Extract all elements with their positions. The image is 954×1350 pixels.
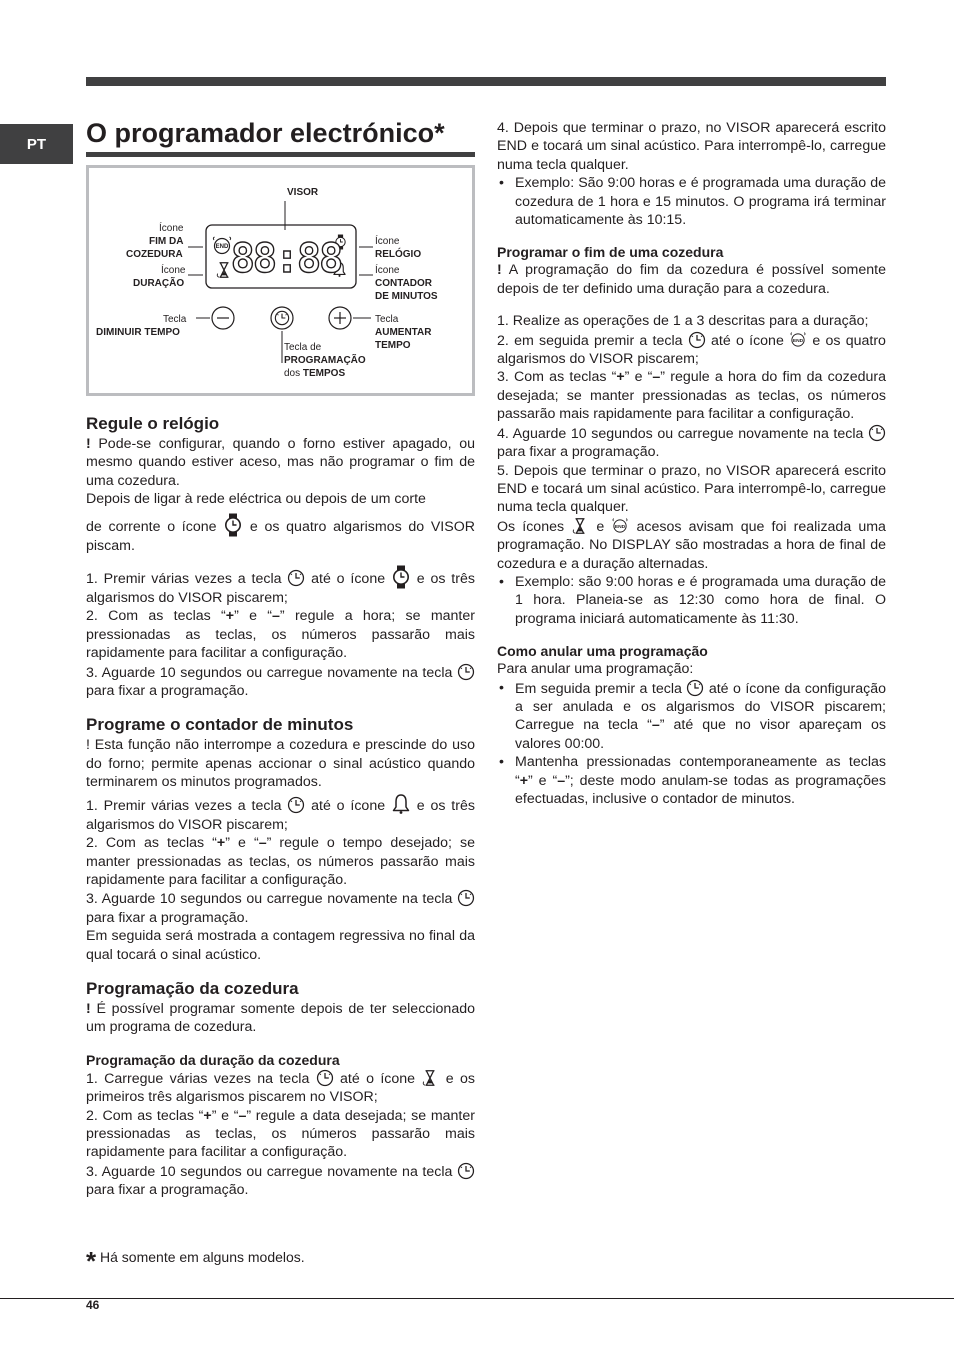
contador-step-2: 2. Com as teclas “+” e “–” regule o tempo desejado; se manter pressionadas as teclas, os números passarão mais rapidamente para facilitar a configuração. [86, 835, 475, 888]
top-rule [86, 77, 886, 86]
language-tab: PT [0, 124, 73, 164]
label-aumentar: AUMENTAR [375, 327, 432, 338]
regule-text-2: de corrente o ícone e os quatro algarismos do VISOR piscam. [86, 513, 475, 555]
watch-icon [223, 513, 243, 537]
hourglass-icon [571, 517, 589, 535]
clock-icon [688, 331, 706, 349]
programmer-diagram [86, 165, 475, 396]
duracao-step-4: 4. Depois que terminar o prazo, no VISOR aparecerá escrito END e tocará um sinal acústico. Para interrompê-lo, carregue numa tecla qualquer. [497, 120, 886, 173]
bottom-rule [0, 1298, 954, 1299]
minus-sign: – [652, 369, 661, 386]
display-digits: 88:88 [230, 236, 342, 282]
plus-sign: + [203, 1107, 212, 1124]
subsection-title-anular: Como anular uma programação [497, 643, 708, 660]
anular-intro: Para anular uma programação: [497, 661, 694, 678]
contador-outro: Em seguida será mostrada a contagem regressiva no final da qual tocará o sinal acústico. [86, 928, 475, 963]
label-de-minutos: DE MINUTOS [375, 291, 438, 302]
contador-step-1: 1. Premir várias vezes a tecla até o ícone e os três algarismos do VISOR piscarem; [86, 792, 475, 834]
minus-sign: – [651, 717, 660, 734]
right-column [497, 119, 886, 808]
label-icone-duracao: Ícone [161, 265, 186, 276]
label-cozedura: COZEDURA [126, 249, 183, 260]
left-column [86, 413, 475, 1200]
anular-list [497, 679, 886, 809]
plus-sign: + [519, 772, 529, 789]
fim-step-5: 5. Depois que terminar o prazo, no VISOR aparecerá escrito END e tocará um sinal acústico. Para interrompê-lo, carregue numa tecla qualquer. [497, 462, 886, 516]
section-title-regule: Regule o relógio [86, 414, 220, 433]
list-item: • Exemplo: São 9:00 horas e é programada uma duração de cozedura de 1 hora e 15 minutos. O programa irá terminar automaticamente às 10:15. [497, 174, 886, 229]
contador-intro: ! Esta função não interrompe a cozedura e prescinde do uso do forno; permite apenas accionar o sinal acústico quando terminarem os minutos programados. [86, 737, 475, 791]
duracao-example-list [497, 174, 886, 229]
clock-icon [457, 889, 475, 907]
clock-icon [316, 1069, 334, 1087]
label-contador: CONTADOR [375, 278, 433, 289]
label-tempo: TEMPO [375, 340, 411, 351]
cozedura-intro: ! É possível programar somente depois de ter seleccionado um programa de cozedura. [86, 1000, 475, 1036]
fim-step-1: 1. Realize as operações de 1 a 3 descritas para a duração; [497, 313, 869, 330]
clock-icon [287, 796, 305, 814]
label-icone-fim: Ícone [159, 223, 184, 234]
label-duracao: DURAÇÃO [133, 278, 185, 289]
clock-icon [457, 1162, 475, 1180]
clock-icon [868, 424, 886, 442]
duracao-step-1: 1. Carregue várias vezes na tecla até o ícone e os primeiros três algarismos piscarem no VISOR; [86, 1070, 475, 1106]
duracao-step-2: 2. Com as teclas “+” e “–” regule a data desejada; se manter pressionadas as teclas, os números passarão mais rapidamente para facilitar a configuração. [86, 1107, 475, 1161]
regule-step-2: 2. Com as teclas “+” e “–” regule a hora; se manter pressionadas as teclas, os números passarão mais rapidamente para facilitar a configuração. [86, 608, 475, 662]
regule-text: Depois de ligar à rede eléctrica ou depois de um corte [86, 491, 426, 508]
regule-step-3: 3. Aguarde 10 segundos ou carregue novamente na tecla para fixar a programação. [86, 663, 475, 701]
subsection-title-duracao: Programação da duração da cozedura [86, 1051, 340, 1068]
page-number: 46 [86, 1298, 100, 1312]
label-icone-relogio: Ícone [375, 236, 400, 247]
contador-step-3: 3. Aguarde 10 segundos ou carregue novamente na tecla para fixar a programação. [86, 889, 475, 927]
label-programacao: PROGRAMAÇÃO [284, 355, 366, 366]
fim-step-3: 3. Com as teclas “+” e “–” regule a hora do fim da cozedura desejada; se manter pressionadas as teclas, os números passarão mais rapidamente para facilitar a configuração. [497, 369, 886, 423]
label-diminuir: DIMINUIR TEMPO [96, 327, 180, 338]
section-title-contador: Programe o contador de minutos [86, 715, 354, 735]
subsection-title-fim: Programar o fim de uma cozedura [497, 244, 724, 261]
duracao-step-3: 3. Aguarde 10 segundos ou carregue novamente na tecla para fixar a programação. [86, 1162, 475, 1200]
minus-sign: – [557, 772, 566, 789]
hourglass-icon [421, 1069, 439, 1087]
footnote: * Há somente em alguns modelos. [86, 1246, 305, 1276]
fim-icons-note: Os ícones e acesos avisam que foi realizada uma programação. No DISPLAY são mostradas a hora de final de cozedura e a duração alternadas. [497, 518, 886, 572]
label-dos-tempos: dos TEMPOS [284, 368, 346, 379]
watch-icon [391, 565, 411, 589]
label-icone-contador: Ícone [375, 265, 400, 276]
label-tecla-de: Tecla de [284, 342, 322, 353]
label-relogio: RELÓGIO [375, 249, 422, 260]
clock-icon [686, 679, 704, 697]
fim-example-list [497, 573, 886, 628]
plus-sign: + [225, 608, 235, 625]
plus-sign: + [616, 369, 625, 386]
label-tecla-plus: Tecla [375, 314, 399, 325]
bell-icon [391, 792, 411, 816]
plus-sign: + [216, 835, 226, 852]
regule-intro: ! Pode-se configurar, quando o forno estiver apagado, ou mesmo quando estiver aceso, mas não programar o fim de uma cozedura. [86, 436, 475, 489]
page-title: O programador electrónico* [86, 116, 475, 157]
end-icon [789, 331, 807, 349]
label-visor: VISOR [287, 187, 319, 198]
minus-sign: – [238, 1107, 247, 1124]
fim-intro: ! A programação do fim da cozedura é possível somente depois de ter definido uma duração para a cozedura. [497, 262, 886, 297]
fim-step-2: 2. em seguida premir a tecla até o ícone e os quatro algarismos do VISOR piscarem; [497, 332, 886, 368]
end-icon [611, 517, 629, 535]
list-item: • Mantenha pressionadas contemporaneamente as teclas “+” e “–”; deste modo anulam-se todas as programações efectuadas, inclusive o contador de minutos. [497, 753, 886, 808]
section-title-cozedura: Programação da cozedura [86, 978, 299, 998]
label-fim-da: FIM DA [149, 236, 184, 247]
list-item: • Em seguida premir a tecla até o ícone da configuração a ser anulada e os algarismos do VISOR piscarem; Carregue na tecla “–” até que no visor apareçam os valores 00:00. [497, 679, 886, 754]
regule-step-1: 1. Premir várias vezes a tecla até o ícone e os três algarismos do VISOR piscarem; [86, 565, 475, 607]
fim-step-4: 4. Aguarde 10 segundos ou carregue novamente na tecla para fixar a programação. [497, 424, 886, 462]
minus-sign: – [258, 835, 267, 852]
clock-icon [287, 569, 305, 587]
minus-sign: – [272, 608, 280, 625]
list-item: • Exemplo: são 9:00 horas e é programada uma duração de 1 hora. Planeia-se as 12:30 como hora de final. O programa iniciará automaticamente às 11:30. [497, 573, 886, 628]
label-tecla-minus: Tecla [163, 314, 187, 325]
clock-icon [457, 663, 475, 681]
